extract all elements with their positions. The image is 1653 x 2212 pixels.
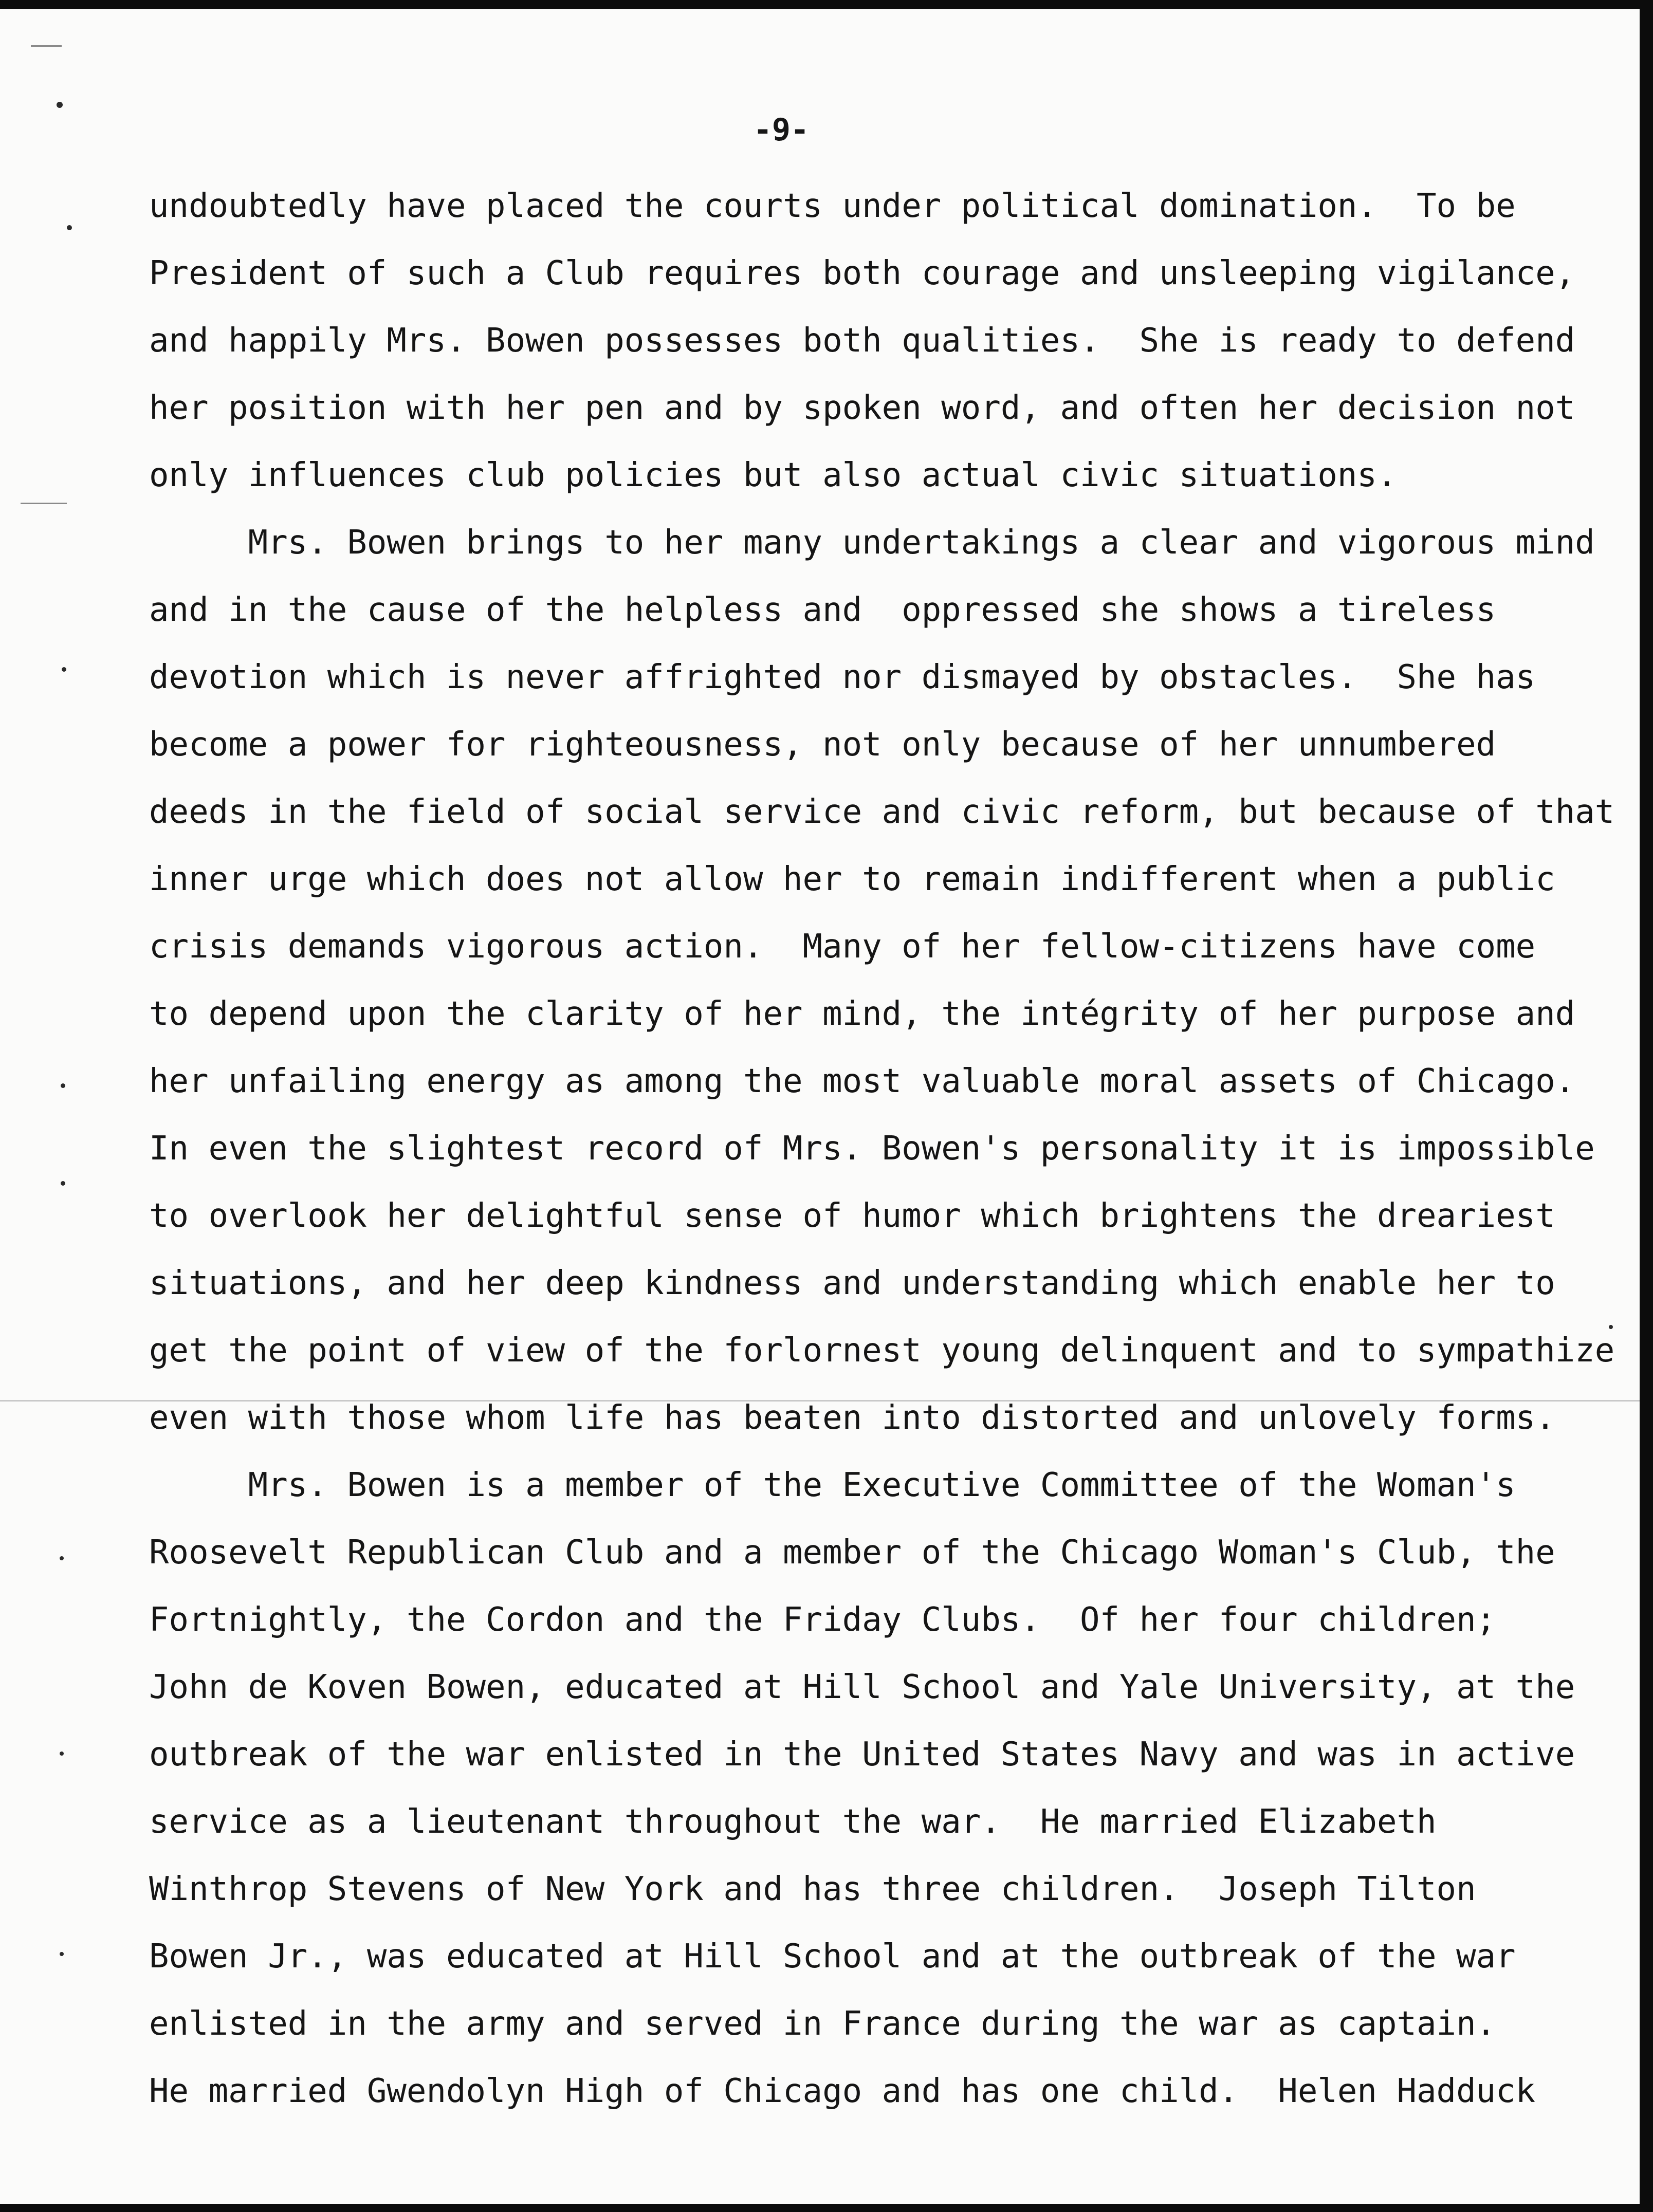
margin-speck bbox=[60, 1556, 64, 1560]
text-line: become a power for righteousness, not only because of her unnumbered bbox=[149, 726, 1496, 764]
text-line: undoubtedly have placed the courts under political domination. To be bbox=[149, 187, 1516, 225]
margin-speck bbox=[60, 1952, 64, 1956]
margin-speck bbox=[61, 1083, 65, 1088]
text-line: Roosevelt Republican Club and a member of the Chicago Woman's Club, the bbox=[149, 1534, 1555, 1572]
page-number: -9- bbox=[753, 112, 810, 148]
text-line: Mrs. Bowen brings to her many undertakings a clear and vigorous mind bbox=[149, 524, 1595, 562]
text-line: her unfailing energy as among the most valuable moral assets of Chicago. bbox=[149, 1062, 1575, 1100]
text-line: Winthrop Stevens of New York and has three children. Joseph Tilton bbox=[149, 1870, 1476, 1908]
text-line: enlisted in the army and served in France during the war as captain. bbox=[149, 2005, 1496, 2043]
text-line: her position with her pen and by spoken word, and often her decision not bbox=[149, 389, 1575, 427]
text-line: He married Gwendolyn High of Chicago and has one child. Helen Hadduck bbox=[149, 2072, 1536, 2110]
text-line: In even the slightest record of Mrs. Bowen's personality it is impossible bbox=[149, 1130, 1595, 1168]
text-line: outbreak of the war enlisted in the United States Navy and was in active bbox=[149, 1736, 1575, 1774]
text-line: and in the cause of the helpless and oppressed she shows a tireless bbox=[149, 591, 1496, 629]
text-line: situations, and her deep kindness and understanding which enable her to bbox=[149, 1264, 1555, 1302]
body-text bbox=[149, 173, 1615, 2125]
text-line: devotion which is never affrighted nor dismayed by obstacles. She has bbox=[149, 658, 1536, 696]
text-line: John de Koven Bowen, educated at Hill School and Yale University, at the bbox=[149, 1668, 1575, 1706]
margin-mark bbox=[31, 45, 62, 47]
text-line: get the point of view of the forlornest young delinquent and to sympathize bbox=[149, 1332, 1615, 1370]
text-line: even with those whom life has beaten into distorted and unlovely forms. bbox=[149, 1399, 1555, 1437]
text-line: inner urge which does not allow her to remain indifferent when a public bbox=[149, 860, 1555, 898]
margin-speck bbox=[60, 1752, 64, 1756]
margin-speck bbox=[67, 225, 72, 230]
text-line: Fortnightly, the Cordon and the Friday Clubs. Of her four children; bbox=[149, 1601, 1496, 1639]
margin-speck bbox=[62, 667, 66, 672]
margin-speck bbox=[57, 102, 63, 108]
margin-speck bbox=[61, 1181, 65, 1186]
text-line: President of such a Club requires both courage and unsleeping vigilance, bbox=[149, 254, 1575, 292]
text-line: crisis demands vigorous action. Many of her fellow-citizens have come bbox=[149, 928, 1536, 966]
text-line: deeds in the field of social service and civic reform, but because of that bbox=[149, 793, 1615, 831]
margin-mark bbox=[21, 503, 67, 504]
text-line: to depend upon the clarity of her mind, the intégrity of her purpose and bbox=[149, 995, 1575, 1033]
text-line: only influences club policies but also actual civic situations. bbox=[149, 456, 1397, 494]
margin-speck bbox=[1609, 1325, 1613, 1329]
text-line: Bowen Jr., was educated at Hill School and at the outbreak of the war bbox=[149, 1938, 1516, 1976]
text-line: to overlook her delightful sense of humor which brightens the dreariest bbox=[149, 1197, 1555, 1235]
text-line: and happily Mrs. Bowen possesses both qualities. She is ready to defend bbox=[149, 322, 1575, 360]
text-line: service as a lieutenant throughout the war. He married Elizabeth bbox=[149, 1803, 1437, 1841]
text-line: Mrs. Bowen is a member of the Executive Committee of the Woman's bbox=[149, 1466, 1516, 1504]
